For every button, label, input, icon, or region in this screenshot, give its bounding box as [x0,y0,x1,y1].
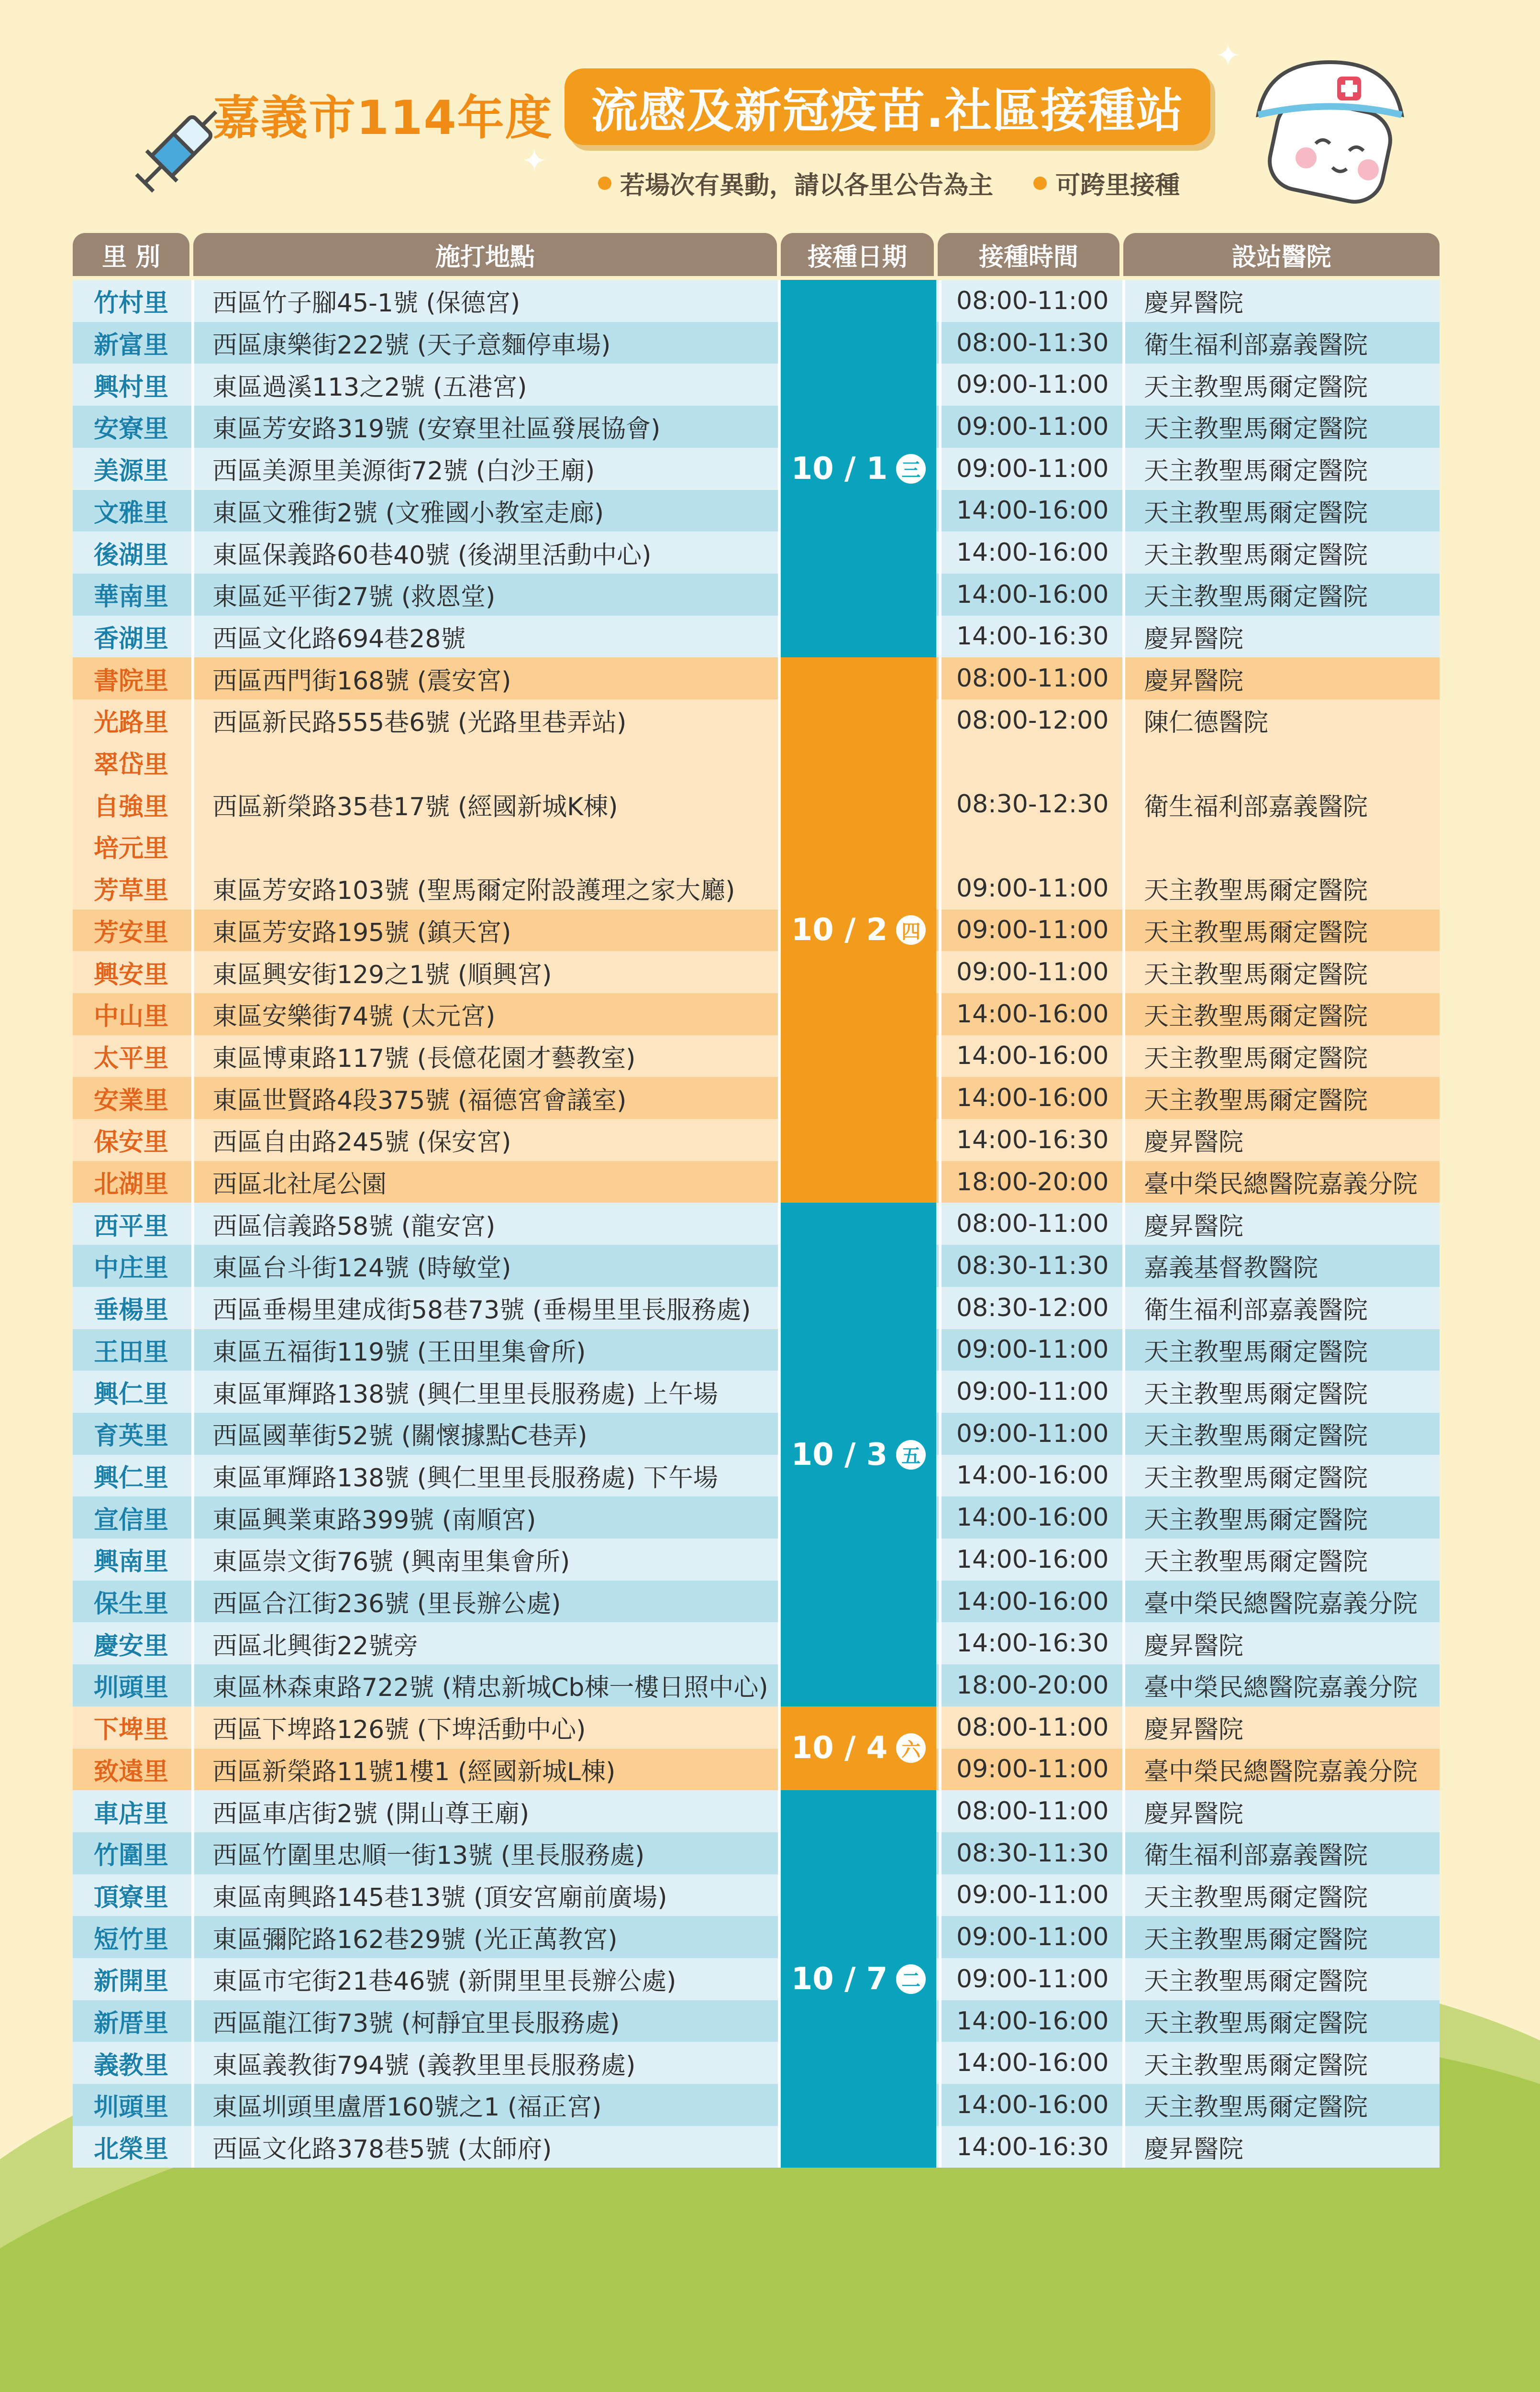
location-cell: 西區下埤路126號 (下埤活動中心) [212,1716,586,1745]
village-cell: 竹村里 [93,289,168,318]
time-cell: 14:00-16:00 [956,1461,1109,1490]
location-cell: 西區文化路694巷28號 [212,624,466,653]
hospital-cell: 臺中榮民總醫院嘉義分院 [1144,1757,1418,1786]
table-row [73,616,1440,658]
table-row [73,699,1440,742]
location-cell: 西區垂楊里建成街58巷73號 (垂楊里里長服務處) [212,1296,751,1325]
time-cell: 14:00-16:00 [956,999,1109,1029]
village-cell: 光路里 [93,709,168,738]
table-row [73,1455,1440,1497]
column-header-date: 接種日期 [781,233,934,276]
hospital-cell: 天主教聖馬爾定醫院 [1144,876,1368,906]
hospital-cell: 天主教聖馬爾定醫院 [1144,1002,1368,1031]
location-cell: 西區北興街22號旁 [212,1631,419,1661]
time-cell: 14:00-16:00 [956,1545,1109,1574]
table-row [73,406,1440,448]
page-title: 嘉義市114年度 [213,91,553,145]
table-row [73,1287,1440,1329]
table-row [73,1245,1440,1287]
table-row [73,574,1440,616]
time-cell: 09:00-11:00 [956,1335,1109,1364]
table-row [73,867,1440,909]
location-cell: 東區台斗街124號 (時敏堂) [212,1254,511,1283]
time-cell: 08:30-11:30 [956,1838,1109,1868]
hospital-cell: 慶昇醫院 [1144,666,1244,696]
village-cell: 興仁里 [93,1463,168,1493]
location-cell: 東區軍輝路138號 (興仁里里長服務處) 上午場 [212,1380,718,1409]
location-cell: 西區信義路58號 (龍安宮) [212,1212,496,1241]
village-cell: 培元里 [93,834,168,864]
village-cell: 頂寮里 [93,1883,168,1912]
time-cell: 08:00-11:00 [956,664,1109,693]
village-cell: 華南里 [93,583,168,612]
location-cell: 東區文雅街2號 (文雅國小教室走廊) [212,498,604,528]
column-divider [939,280,942,2168]
location-cell: 西區北社尾公園 [212,1170,387,1199]
location-cell: 東區義教街794號 (義教里里長服務處) [212,2051,636,2080]
bullet-icon [598,177,611,190]
table-row [73,1706,1440,1749]
village-cell: 芳安里 [93,918,168,947]
table-row [73,1790,1440,1832]
location-cell: 東區五福街119號 (王田里集會所) [212,1338,586,1367]
date-label: 10 / 3 [791,1437,888,1473]
time-cell: 14:00-16:30 [956,1125,1109,1154]
village-cell: 育英里 [93,1422,168,1451]
table-row [73,1832,1440,1874]
village-cell: 香湖里 [93,624,168,653]
hospital-cell: 臺中榮民總醫院嘉義分院 [1144,1170,1418,1199]
column-divider [191,280,194,2168]
time-cell: 08:30-11:30 [956,1251,1109,1280]
time-cell: 09:00-11:00 [956,1419,1109,1448]
location-cell: 西區自由路245號 (保安宮) [212,1128,511,1157]
village-cell: 北榮里 [93,2135,168,2164]
hospital-cell: 衛生福利部嘉義醫院 [1144,792,1368,821]
location-cell: 東區博東路117號 (長億花園才藝教室) [212,1044,636,1073]
village-cell: 美源里 [93,457,168,486]
village-cell: 保安里 [93,1128,168,1157]
hospital-cell: 天主教聖馬爾定醫院 [1144,1086,1368,1115]
village-cell: 保生里 [93,1590,168,1619]
village-cell: 致遠里 [93,1757,168,1786]
location-cell: 西區新民路555巷6號 (光路里巷弄站) [212,709,627,738]
hospital-cell: 慶昇醫院 [1144,1212,1244,1241]
table-row [73,2000,1440,2042]
time-cell: 08:00-11:00 [956,1713,1109,1742]
page-subtitle: 流感及新冠疫苗.社區接種站 [565,68,1210,145]
location-cell: 西區新榮路11號1樓1 (經國新城L棟) [212,1757,616,1786]
time-cell: 09:00-11:00 [956,1755,1109,1784]
time-cell: 18:00-20:00 [956,1167,1109,1196]
village-cell: 翠岱里 [93,751,168,780]
table-row [73,2126,1440,2168]
time-cell: 09:00-11:00 [956,958,1109,987]
weekday-badge: 四 [896,915,926,945]
date-label: 10 / 4 [791,1730,888,1766]
hospital-cell: 天主教聖馬爾定醫院 [1144,1506,1368,1535]
column-header-location: 施打地點 [193,233,777,276]
date-label: 10 / 2 [791,912,888,948]
hospital-cell: 天主教聖馬爾定醫院 [1144,541,1368,570]
hospital-cell: 陳仁德醫院 [1144,709,1269,738]
hospital-cell: 天主教聖馬爾定醫院 [1144,1380,1368,1409]
hospital-cell: 天主教聖馬爾定醫院 [1144,583,1368,612]
location-cell: 東區芳安路103號 (聖馬爾定附設護理之家大廳) [212,876,735,906]
hospital-cell: 天主教聖馬爾定醫院 [1144,1338,1368,1367]
village-cell: 太平里 [93,1044,168,1073]
time-cell: 14:00-16:30 [956,1629,1109,1658]
location-cell: 西區國華街52號 (關懷據點C巷弄) [212,1422,587,1451]
location-cell: 東區安樂街74號 (太元宮) [212,1002,496,1031]
hospital-cell: 天主教聖馬爾定醫院 [1144,1463,1368,1493]
village-cell: 芳草里 [93,876,168,906]
table-row [73,1958,1440,2000]
village-cell: 西平里 [93,1212,168,1241]
time-cell: 09:00-11:00 [956,412,1109,441]
location-cell: 東區保義路60巷40號 (後湖里活動中心) [212,541,652,570]
location-cell: 西區竹子腳45-1號 (保德宮) [212,289,521,318]
time-cell: 14:00-16:00 [956,2049,1109,2078]
weekday-badge: 五 [896,1440,926,1470]
location-cell: 西區西門街168號 (震安宮) [212,666,511,696]
village-cell: 圳頭里 [93,2093,168,2122]
location-cell: 東區過溪113之2號 (五港宮) [212,373,527,402]
table-row [73,2084,1440,2126]
column-header-hospital: 設站醫院 [1123,233,1440,276]
hospital-cell: 慶昇醫院 [1144,1631,1244,1661]
time-cell: 18:00-20:00 [956,1671,1109,1700]
time-cell: 14:00-16:00 [956,496,1109,525]
village-cell: 新厝里 [93,2009,168,2038]
hospital-cell: 天主教聖馬爾定醫院 [1144,1925,1368,1954]
location-cell: 東區林森東路722號 (精忠新城Cb棟一樓日照中心) [212,1673,768,1703]
hospital-cell: 天主教聖馬爾定醫院 [1144,457,1368,486]
sparkle-icon: ✦ [521,144,547,179]
hospital-cell: 臺中榮民總醫院嘉義分院 [1144,1590,1418,1619]
location-cell: 西區新榮路35巷17號 (經國新城K棟) [212,792,618,821]
time-cell: 14:00-16:00 [956,1587,1109,1616]
hospital-cell: 天主教聖馬爾定醫院 [1144,498,1368,528]
column-header-village: 里 別 [73,233,189,276]
bullet-icon [1033,177,1047,190]
location-cell: 東區興安街129之1號 (順興宮) [212,960,552,989]
time-cell: 09:00-11:00 [956,370,1109,399]
time-cell: 08:00-11:30 [956,328,1109,357]
location-cell: 西區合江街236號 (里長辦公處) [212,1590,561,1619]
village-cell: 北湖里 [93,1170,168,1199]
hospital-cell: 慶昇醫院 [1144,289,1244,318]
table-row [73,1371,1440,1413]
column-header-time: 接種時間 [938,233,1119,276]
table-row [73,280,1440,322]
hospital-cell: 慶昇醫院 [1144,1799,1244,1828]
time-cell: 14:00-16:00 [956,580,1109,609]
note-change-text: 若場次有異動，請以各里公告為主 [620,171,994,200]
table-row [73,1119,1440,1161]
hospital-cell: 慶昇醫院 [1144,1128,1244,1157]
time-cell: 09:00-11:00 [956,1881,1109,1910]
table-row [73,364,1440,406]
table-row [73,1329,1440,1371]
hospital-cell: 天主教聖馬爾定醫院 [1144,918,1368,947]
table-row [73,1161,1440,1203]
table-row [73,909,1440,952]
hospital-cell: 天主教聖馬爾定醫院 [1144,1967,1368,1996]
time-cell: 09:00-11:00 [956,1923,1109,1952]
table-row [73,1874,1440,1916]
hospital-cell: 天主教聖馬爾定醫院 [1144,373,1368,402]
time-cell: 14:00-16:00 [956,2090,1109,2119]
location-cell: 東區延平街27號 (救恩堂) [212,583,496,612]
hospital-cell: 嘉義基督教醫院 [1144,1254,1318,1283]
hospital-cell: 天主教聖馬爾定醫院 [1144,1422,1368,1451]
time-cell: 09:00-11:00 [956,874,1109,903]
date-cell [781,1203,936,1706]
location-cell: 西區龍江街73號 (柯靜宜里長服務處) [212,2009,620,2038]
village-cell: 興仁里 [93,1380,168,1409]
weekday-badge: 六 [896,1733,926,1763]
village-cell: 文雅里 [93,498,168,528]
village-cell: 安寮里 [93,415,168,444]
hospital-cell: 天主教聖馬爾定醫院 [1144,2093,1368,2122]
time-cell: 09:00-11:00 [956,1964,1109,1993]
location-cell: 西區竹圍里忠順一街13號 (里長服務處) [212,1841,645,1871]
date-cell [781,280,936,657]
village-cell: 義教里 [93,2051,168,2080]
hospital-cell: 天主教聖馬爾定醫院 [1144,2051,1368,2080]
village-cell: 安業里 [93,1086,168,1115]
time-cell: 08:30-12:30 [956,790,1109,819]
sparkle-icon: ✦ [1215,38,1241,74]
location-cell: 東區軍輝路138號 (興仁里里長服務處) 下午場 [212,1463,718,1493]
time-cell: 08:30-12:00 [956,1293,1109,1322]
note-cross-text: 可跨里接種 [1055,171,1180,200]
village-cell: 新開里 [93,1967,168,1996]
table-row [73,1539,1440,1581]
village-cell: 王田里 [93,1338,168,1367]
location-cell: 東區芳安路319號 (安寮里社區發展協會) [212,415,661,444]
village-cell: 圳頭里 [93,1673,168,1703]
date-cell [781,657,936,1203]
village-cell: 興村里 [93,373,168,402]
time-cell: 14:00-16:00 [956,2006,1109,2036]
hospital-cell: 衛生福利部嘉義醫院 [1144,331,1368,360]
village-cell: 興南里 [93,1548,168,1577]
location-cell: 東區彌陀路162巷29號 (光正萬教宮) [212,1925,618,1954]
time-cell: 09:00-11:00 [956,454,1109,483]
hospital-cell: 慶昇醫院 [1144,1716,1244,1745]
date-cell [781,1790,936,2168]
table-row [73,1581,1440,1623]
hospital-cell: 臺中榮民總醫院嘉義分院 [1144,1673,1418,1703]
location-cell: 東區南興路145巷13號 (頂安宮廟前廣場) [212,1883,667,1912]
weekday-badge: 二 [896,1964,926,1994]
note-change [598,165,993,201]
time-cell: 09:00-11:00 [956,1377,1109,1406]
time-cell: 14:00-16:00 [956,1041,1109,1071]
table-row [73,532,1440,574]
table-row [73,1496,1440,1539]
village-cell: 後湖里 [93,541,168,570]
village-cell: 興安里 [93,960,168,989]
date-label: 10 / 7 [791,1961,888,1997]
hospital-cell: 慶昇醫院 [1144,624,1244,653]
table-row [73,2042,1440,2084]
village-cell: 下埤里 [93,1716,168,1745]
time-cell: 08:00-11:00 [956,286,1109,315]
hospital-cell: 天主教聖馬爾定醫院 [1144,2009,1368,2038]
hospital-cell: 慶昇醫院 [1144,2135,1244,2164]
time-cell: 08:00-12:00 [956,706,1109,735]
column-divider [1122,280,1125,2168]
table-row [73,1664,1440,1706]
location-cell: 東區芳安路195號 (鎮天宮) [212,918,511,947]
table-row [73,657,1440,699]
time-cell: 14:00-16:00 [956,538,1109,567]
hospital-cell: 天主教聖馬爾定醫院 [1144,1883,1368,1912]
nurse-mascot-icon [1239,53,1426,210]
hospital-cell: 天主教聖馬爾定醫院 [1144,415,1368,444]
table-row [73,1916,1440,1958]
hospital-cell: 衛生福利部嘉義醫院 [1144,1296,1368,1325]
location-cell: 西區文化路378巷5號 (太師府) [212,2135,552,2164]
schedule-table [73,280,1440,2168]
hospital-cell: 天主教聖馬爾定醫院 [1144,1044,1368,1073]
date-label: 10 / 1 [791,451,888,487]
village-cell: 自強里 [93,792,168,821]
location-cell: 西區車店街2號 (開山尊王廟) [212,1799,530,1828]
village-cell: 短竹里 [93,1925,168,1954]
village-cell: 中山里 [93,1002,168,1031]
village-cell: 車店里 [93,1799,168,1828]
table-row-merged [73,742,1440,867]
location-cell: 東區興業東路399號 (南順宮) [212,1506,536,1535]
note-cross [1033,165,1180,201]
location-cell: 東區圳頭里盧厝160號之1 (福正宮) [212,2093,602,2122]
hospital-cell: 衛生福利部嘉義醫院 [1144,1841,1368,1871]
village-cell: 竹圍里 [93,1841,168,1871]
time-cell: 14:00-16:00 [956,1084,1109,1113]
weekday-badge: 三 [896,454,926,484]
time-cell: 08:00-11:00 [956,1209,1109,1239]
table-row [73,1413,1440,1455]
village-cell: 垂楊里 [93,1296,168,1325]
location-cell: 西區康樂街222號 (天子意麵停車場) [212,331,611,360]
table-row [73,1077,1440,1119]
table-row [73,1203,1440,1245]
time-cell: 14:00-16:00 [956,1503,1109,1532]
location-cell: 東區世賢路4段375號 (福德宮會議室) [212,1086,627,1115]
village-cell: 中庄里 [93,1254,168,1283]
hospital-cell: 天主教聖馬爾定醫院 [1144,1548,1368,1577]
table-row [73,490,1440,532]
table-row [73,1749,1440,1791]
time-cell: 14:00-16:30 [956,2132,1109,2161]
location-cell: 西區美源里美源街72號 (白沙王廟) [212,457,595,486]
date-cell [781,1706,936,1790]
time-cell: 09:00-11:00 [956,916,1109,945]
table-row [73,1622,1440,1664]
table-row [73,993,1440,1035]
village-cell: 書院里 [93,666,168,696]
table-row [73,322,1440,364]
hospital-cell: 天主教聖馬爾定醫院 [1144,960,1368,989]
location-cell: 東區崇文街76號 (興南里集會所) [212,1548,570,1577]
time-cell: 08:00-11:00 [956,1797,1109,1826]
village-cell: 宣信里 [93,1506,168,1535]
location-cell: 東區市宅街21巷46號 (新開里里長辦公處) [212,1967,676,1996]
table-row [73,951,1440,993]
village-cell: 慶安里 [93,1631,168,1661]
village-cell: 新富里 [93,331,168,360]
time-cell: 14:00-16:30 [956,622,1109,651]
table-row [73,1035,1440,1077]
table-row [73,448,1440,490]
